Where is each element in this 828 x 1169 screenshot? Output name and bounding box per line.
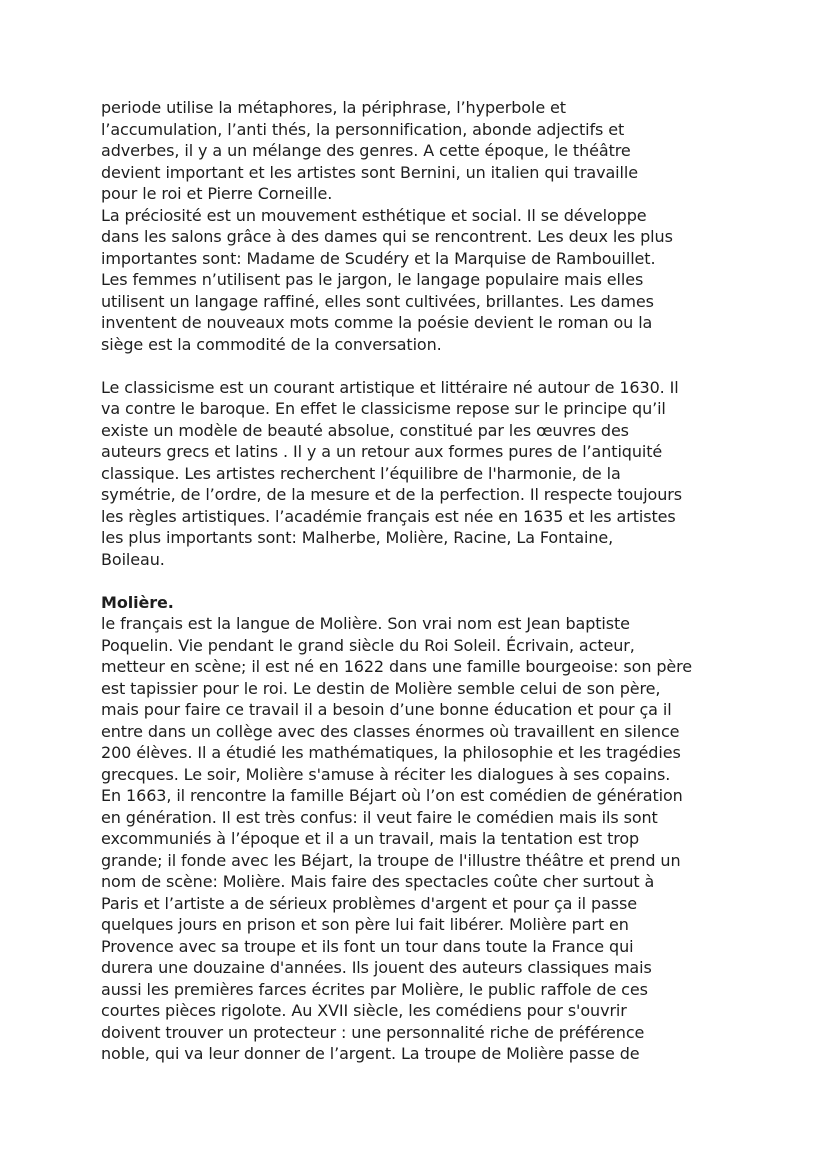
text-line: grecques. Le soir, Molière s'amuse à réciter les dialogues à ses copains. [101, 764, 671, 784]
paragraph-baroque-preciosite [101, 97, 761, 355]
text-line: Provence avec sa troupe et ils font un tour dans toute la France qui [101, 936, 634, 956]
text-line: existe un modèle de beauté absolue, constitué par les œuvres des [101, 420, 629, 440]
text-line: en génération. Il est très confus: il veut faire le comédien mais ils sont [101, 807, 658, 827]
text-line: periode utilise la métaphores, la périphrase, l’hyperbole et [101, 98, 566, 117]
text-line: nom de scène: Molière. Mais faire des spectacles coûte cher surtout à [101, 872, 655, 891]
text-line: aussi les premières farces écrites par Molière, le public raffole de ces [101, 979, 648, 999]
text-line: quelques jours en prison et son père lui fait libérer. Molière part en [101, 915, 629, 934]
text-line: 200 élèves. Il a étudié les mathématiques, la philosophie et les tragédies [101, 743, 681, 762]
text-line: pour le roi et Pierre Corneille. [101, 184, 333, 203]
text-line: importantes sont: Madame de Scudéry et la Marquise de Rambouillet. [101, 248, 656, 268]
text-line: Poquelin. Vie pendant le grand siècle du Roi Soleil. Écrivain, acteur, [101, 635, 635, 655]
text-line: inventent de nouveaux mots comme la poésie devient le roman ou la [101, 313, 653, 332]
paragraph-classicisme [101, 377, 761, 571]
text-line: Boileau. [101, 549, 165, 569]
text-line: grande; il fonde avec les Béjart, la troupe de l'illustre théâtre et prend un [101, 850, 681, 870]
text-line: est tapissier pour le roi. Le destin de Molière semble celui de son père, [101, 678, 661, 698]
text-line: mais pour faire ce travail il a besoin d’une bonne éducation et pour ça il [101, 700, 672, 719]
text-line: devient important et les artistes sont Bernini, un italien qui travaille [101, 162, 638, 182]
text-line: les plus importants sont: Malherbe, Molière, Racine, La Fontaine, [101, 528, 614, 547]
text-line: auteurs grecs et latins . Il y a un retour aux formes pures de l’antiquité [101, 442, 663, 461]
text-line: Les femmes n’utilisent pas le jargon, le langage populaire mais elles [101, 270, 644, 289]
paragraph-spacer [101, 355, 761, 377]
text-line: En 1663, il rencontre la famille Béjart où l’on est comédien de génération [101, 786, 683, 805]
text-line: courtes pièces rigolote. Au XVII siècle, les comédiens pour s'ouvrir [101, 1001, 627, 1020]
section-heading-moliere: Molière. [101, 592, 174, 612]
text-line: les règles artistiques. l’académie français est née en 1635 et les artistes [101, 506, 676, 526]
text-line: Le classicisme est un courant artistique et littéraire né autour de 1630. Il [101, 377, 679, 397]
text-line: doivent trouver un protecteur : une personnalité riche de préférence [101, 1022, 645, 1042]
text-line: l’accumulation, l’anti thés, la personnification, abonde adjectifs et [101, 119, 625, 139]
text-line: le français est la langue de Molière. Son vrai nom est Jean baptiste [101, 614, 630, 633]
paragraph-moliere [101, 613, 761, 1065]
text-line: La préciosité est un mouvement esthétique et social. Il se développe [101, 205, 647, 225]
text-line: va contre le baroque. En effet le classicisme repose sur le principe qu’il [101, 399, 666, 418]
text-line: classique. Les artistes recherchent l’équilibre de l'harmonie, de la [101, 463, 621, 483]
paragraph-spacer [101, 570, 761, 592]
text-line: adverbes, il y a un mélange des genres. A cette époque, le théâtre [101, 141, 631, 160]
text-line: durera une douzaine d'années. Ils jouent des auteurs classiques mais [101, 958, 652, 977]
text-line: utilisent un langage raffiné, elles sont cultivées, brillantes. Les dames [101, 291, 654, 311]
text-line: Paris et l’artiste a de sérieux problèmes d'argent et pour ça il passe [101, 893, 637, 913]
text-line: entre dans un collège avec des classes énormes où travaillent en silence [101, 721, 680, 741]
text-line: symétrie, de l’ordre, de la mesure et de la perfection. Il respecte toujours [101, 485, 682, 504]
text-line: siège est la commodité de la conversation. [101, 334, 442, 354]
text-line: metteur en scène; il est né en 1622 dans une famille bourgeoise: son père [101, 657, 693, 676]
text-line: dans les salons grâce à des dames qui se rencontrent. Les deux les plus [101, 227, 673, 246]
text-line: noble, qui va leur donner de l’argent. La troupe de Molière passe de [101, 1044, 640, 1063]
document-body [101, 97, 761, 1065]
text-line: excommuniés à l’époque et il a un travail, mais la tentation est trop [101, 829, 640, 848]
